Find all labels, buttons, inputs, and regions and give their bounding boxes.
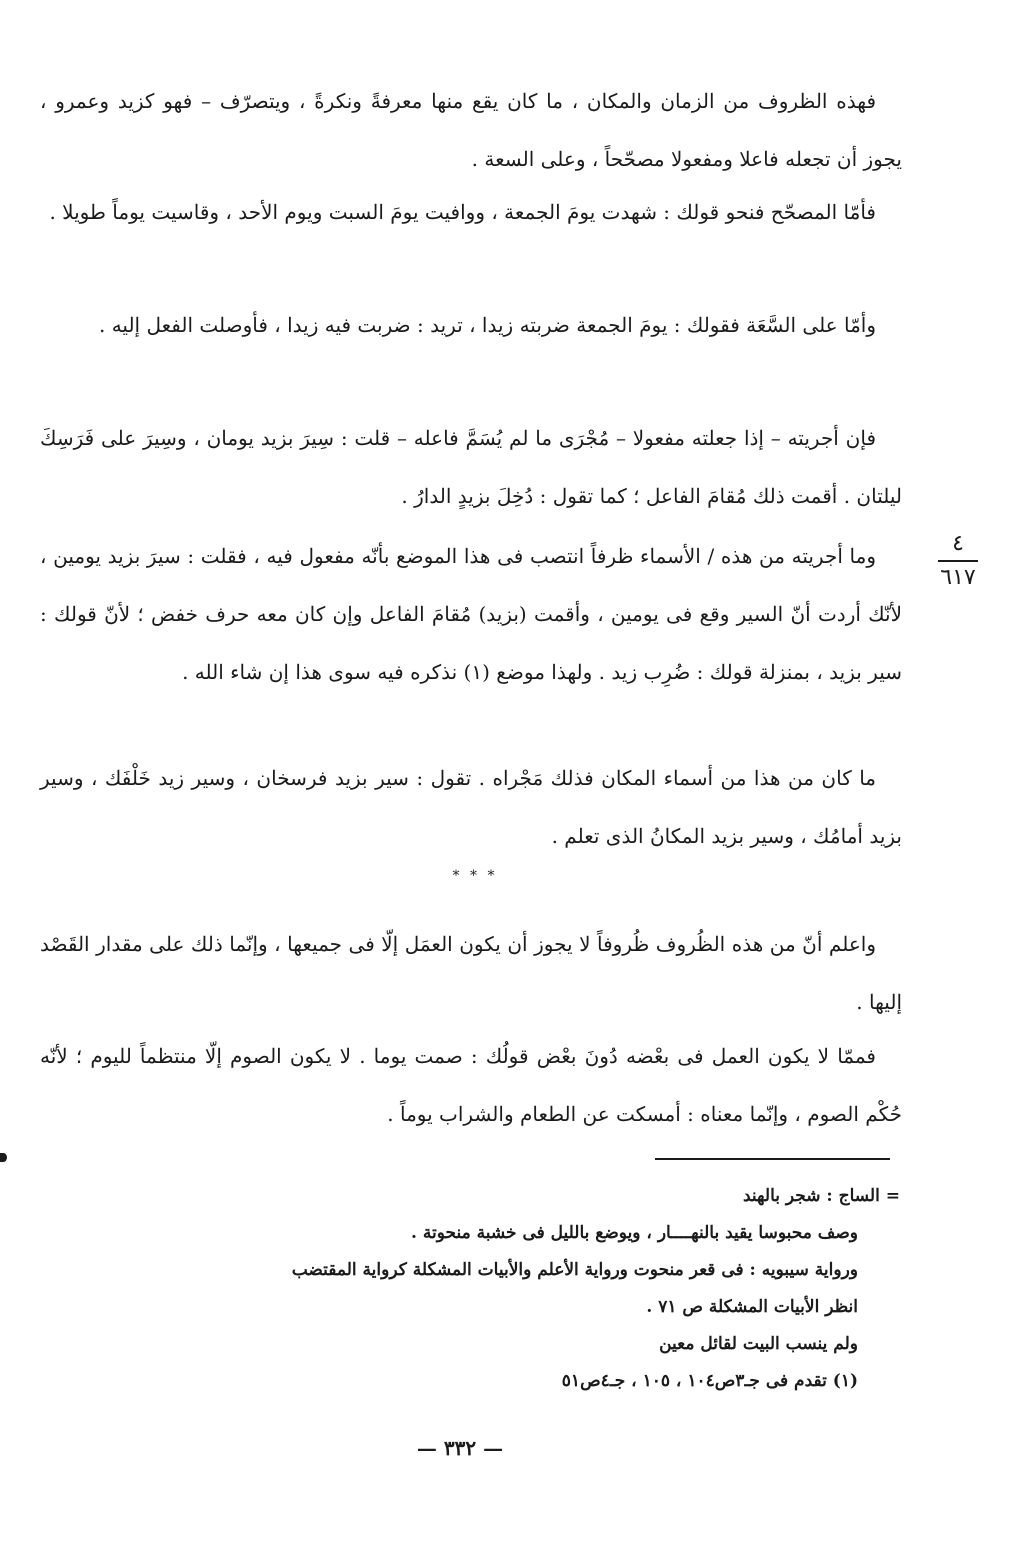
margin-reference-volume: ٤ xyxy=(952,531,964,556)
margin-reference-page: ٦١٧ xyxy=(940,565,976,590)
footnote-line: انظر الأبيات المشكلة ص ٧١ . xyxy=(646,1297,858,1317)
paragraph-adverbs-intro: فهذه الظروف من الزمان والمكان ، ما كان يقع منها معرفةً ونكرةً ، ويتصرّف – فهو كزيد وعمرو ، يجوز أن تجعله فاعلا ومفعولا مصحّحاً ، وعلى السعة . xyxy=(40,89,902,171)
section-separator: * * * xyxy=(452,868,498,884)
paragraph-extended-usage: وأمّا على السَّعَة فقولك : يومَ الجمعة ضربته زيدا ، تريد : ضربت فيه زيدا ، فأوصلت الفعل إليه . xyxy=(98,313,876,337)
margin-reference-rule xyxy=(938,560,978,562)
paragraph-correct-usage: فأمّا المصحّح فنحو قولك : شهدت يومَ الجمعة ، ووافيت يومَ السبت ويوم الأحد ، وقاسيت يوماً طويلا . xyxy=(49,200,876,224)
paragraph-passive-agent: فإن أجريته – إذا جعلته مفعولا – مُجْرَى ما لم يُسَمَّ فاعله – قلت : سِيرَ بزيد يومان ، وسِيرَ على فَرَسِكَ ليلتان . أقمت ذلك مُقامَ الفاعل ؛ كما تقول : دُخِلَ بزيدٍ الدارُ . xyxy=(40,426,902,508)
footnote-line: (١) تقدم فى جـ٣ص١٠٤ ، ١٠٥ ، جـ٤ص٥١ xyxy=(561,1371,858,1391)
scan-edge-mark xyxy=(0,1153,7,1162)
paragraph-fasting-example: فممّا لا يكون العمل فى بعْضه دُونَ بعْض قولُك : صمت يوما . لا يكون الصوم إلّا منتظماً لليوم ؛ لأنّه حُكْم الصوم ، وإنّما معناه : أمسكت عن الطعام والشراب يوماً . xyxy=(40,1044,902,1126)
footnote-line: وصف محبوسا يقيد بالنهــــار ، ويوضع بالليل فى خشبة منحوتة . xyxy=(411,1223,858,1243)
footnotes xyxy=(291,1178,900,1400)
paragraph-place-nouns: ما كان من هذا من أسماء المكان فذلك مَجْراه . تقول : سير بزيد فرسخان ، وسير زيد خَلْفَك ، وسير بزيد أمامُك ، وسير بزيد المكانُ الذى تعلم . xyxy=(40,766,902,848)
margin-reference xyxy=(930,530,986,592)
page-number: — ٣٣٢ — xyxy=(416,1436,504,1460)
paragraph-adverbial-object: وما أجريته من هذه / الأسماء ظرفاً انتصب فى هذا الموضع بأنّه مفعول فيه ، فقلت : سيرَ بزيد يومين ، لأنّك أردت أنّ السير وقع فى يومين ، وأقمت (بزيد) مُقامَ الفاعل وإن كان معه حرف خفض ؛ لأنّ قولك : سير بزيد ، بمنزلة قولك : ضُرِب زيد . ولهذا موضع (١) نذكره فيه سوى هذا إن شاء الله . xyxy=(40,544,902,684)
footnote-line: = الساج : شجر بالهند xyxy=(743,1186,900,1206)
footnote-divider xyxy=(655,1158,890,1160)
footnote-line: ولم ينسب البيت لقائل معين xyxy=(659,1334,858,1354)
footnote-line: ورواية سيبويه : فى قعر منحوت ورواية الأعلم والأبيات المشكلة كرواية المقتضب xyxy=(291,1260,858,1280)
paragraph-whole-adverbs: واعلم أنّ من هذه الظُروف ظُروفاً لا يجوز أن يكون العمَل إلّا فى جميعها ، وإنّما ذلك على مقدار القَصْد إليها . xyxy=(40,932,902,1014)
